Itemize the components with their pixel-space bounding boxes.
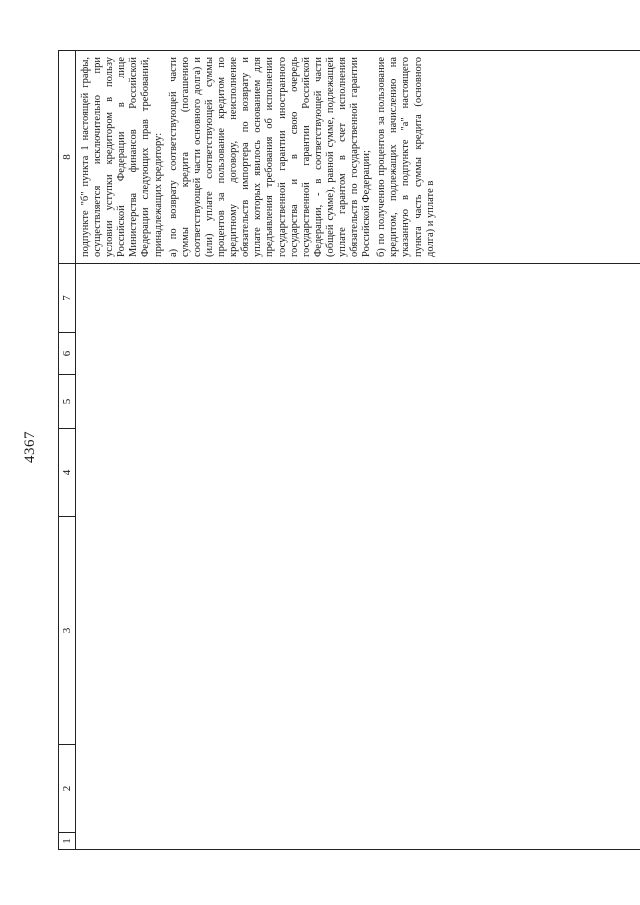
column-8-paragraph-3: б) по получению процентов за пользование кредитом, подлежащих начислению на указанную в подпункте "а" настоящего пункта часть суммы кредита (основного долга) и уплате в [376, 57, 436, 257]
table-header-row [58, 50, 76, 850]
column-8-cell [76, 50, 640, 264]
column-1-left-rule [76, 849, 640, 850]
column-header-2: 2 [59, 745, 75, 833]
column-header-7: 7 [59, 264, 75, 333]
column-8-paragraph-2: а) по возврату соответствующей части суммы кредита (погашению соответствующей части основного долга) и (или) уплате соответствующей суммы процентов за пользование кредитом по кредитному договору, неисполнение обязательств импортера по возврату и уплате которых явилось основанием для предъявления требования об исполнении государственной гарантии иностранного государства и в свою очередь государственной гарантии Российской Федерации, - в соответствующей части (общей сумме), равной сумме, подлежащей уплате гарантом в счет исполнения обязательств по государственной гарантии Российской Федерации; [167, 57, 373, 257]
column-header-1: 1 [59, 833, 75, 850]
column-8-paragraph-1: подпункте "б" пункта 1 настоящей графы, осуществляется исключительно при условии уступки кредитором в пользу Российской Федерации в лице Министерства финансов Российской Федерации следующих прав требований, принадлежащих кредитору: [80, 57, 164, 257]
page-number: 4367 [22, 431, 38, 463]
column-header-5: 5 [59, 375, 75, 429]
table [58, 50, 640, 850]
column-header-3: 3 [59, 517, 75, 745]
column-header-8: 8 [59, 50, 75, 264]
column-header-4: 4 [59, 429, 75, 517]
column-header-6: 6 [59, 333, 75, 375]
